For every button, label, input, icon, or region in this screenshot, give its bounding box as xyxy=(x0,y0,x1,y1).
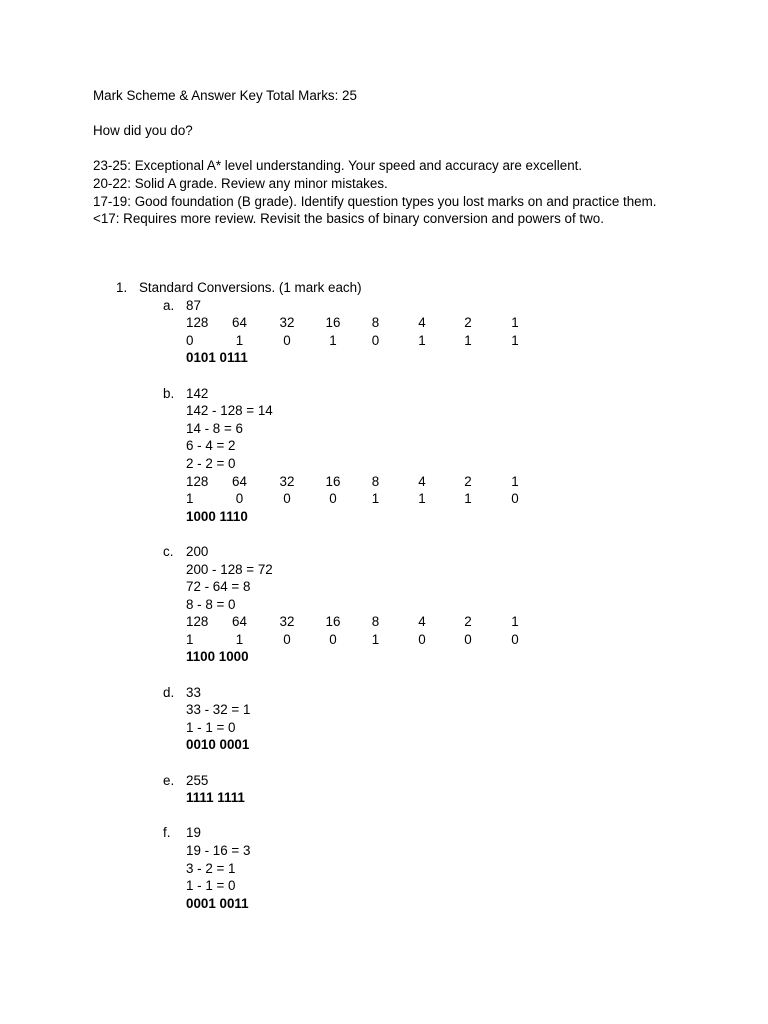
question-part xyxy=(93,543,693,666)
part-letter: b. xyxy=(163,385,175,401)
working-step: 14 - 8 = 6 xyxy=(186,420,243,436)
bit-cell: 0 xyxy=(418,631,426,647)
grade-band-a: 20-22: Solid A grade. Review any minor mistakes. xyxy=(93,175,388,191)
question-1-section xyxy=(93,279,693,912)
place-value-cell: 128 xyxy=(186,614,209,630)
working-step: 142 - 128 = 14 xyxy=(186,403,273,419)
part-letter: e. xyxy=(163,772,175,788)
place-value-cell: 2 xyxy=(464,315,472,331)
bit-cell: 1 xyxy=(511,332,519,348)
bit-cell: 1 xyxy=(186,491,194,507)
place-value-cell: 64 xyxy=(232,614,247,630)
working-step: 6 - 4 = 2 xyxy=(186,438,236,454)
place-value-cell: 4 xyxy=(418,614,426,630)
bit-cell: 0 xyxy=(186,332,194,348)
working-step: 1 - 1 = 0 xyxy=(186,878,236,894)
bit-cell: 1 xyxy=(464,491,472,507)
bit-cell: 0 xyxy=(511,631,519,647)
decimal-number: 87 xyxy=(186,297,201,313)
working-step: 8 - 8 = 0 xyxy=(186,596,236,612)
question-1-heading xyxy=(93,279,693,297)
binary-answer: 0001 0011 xyxy=(186,895,249,911)
place-value-row xyxy=(186,314,693,332)
bit-cell: 0 xyxy=(329,631,337,647)
working-step: 1 - 1 = 0 xyxy=(186,719,236,735)
decimal-number: 255 xyxy=(186,772,209,788)
bit-row xyxy=(186,631,693,649)
question-part xyxy=(93,385,693,526)
part-letter: d. xyxy=(163,684,175,700)
bit-cell: 1 xyxy=(371,491,380,507)
decimal-number: 19 xyxy=(186,825,201,841)
part-body xyxy=(186,772,693,807)
place-value-cell: 4 xyxy=(418,473,426,489)
place-value-cell: 4 xyxy=(418,315,426,331)
question-part xyxy=(93,824,693,912)
working-step: 33 - 32 = 1 xyxy=(186,702,251,718)
bit-cell: 1 xyxy=(329,332,337,348)
part-letter: c. xyxy=(163,543,174,559)
decimal-number: 33 xyxy=(186,684,201,700)
question-part xyxy=(93,297,693,367)
place-value-row xyxy=(186,473,693,491)
bit-cell: 0 xyxy=(371,332,380,348)
question-number: 1. xyxy=(116,280,128,295)
place-value-cell: 128 xyxy=(186,473,209,489)
how-did-you-do-heading: How did you do? xyxy=(93,123,193,139)
bit-cell: 0 xyxy=(283,631,291,647)
place-value-cell: 8 xyxy=(371,473,380,489)
bit-cell: 0 xyxy=(464,631,472,647)
bit-cell: 0 xyxy=(283,491,291,507)
bit-cell: 1 xyxy=(418,332,426,348)
binary-answer: 1100 1000 xyxy=(186,649,249,665)
question-part xyxy=(93,772,693,807)
bit-cell: 0 xyxy=(235,491,244,507)
place-value-row xyxy=(186,613,693,631)
grade-band-b: 17-19: Good foundation (B grade). Identify question types you lost marks on and practice them. xyxy=(93,193,657,209)
working-step: 19 - 16 = 3 xyxy=(186,843,251,858)
part-body xyxy=(186,543,693,666)
grade-band-a-star: 23-25: Exceptional A* level understanding. Your speed and accuracy are excellent. xyxy=(93,158,583,174)
place-value-cell: 8 xyxy=(371,315,380,331)
grade-band-below: <17: Requires more review. Revisit the basics of binary conversion and powers of two. xyxy=(93,211,604,227)
part-body xyxy=(186,684,693,754)
decimal-number: 142 xyxy=(186,385,209,401)
bit-cell: 0 xyxy=(283,332,291,348)
bit-cell: 1 xyxy=(186,631,194,647)
place-value-cell: 16 xyxy=(325,473,341,489)
working-step: 3 - 2 = 1 xyxy=(186,860,236,876)
binary-answer: 1000 1110 xyxy=(186,508,248,524)
bit-cell: 1 xyxy=(235,631,244,647)
part-letter: a. xyxy=(163,297,175,313)
question-part xyxy=(93,684,693,754)
place-value-cell: 1 xyxy=(511,473,519,489)
part-body xyxy=(186,385,693,526)
question-parts xyxy=(93,297,693,913)
working-step: 72 - 64 = 8 xyxy=(186,579,251,595)
place-value-cell: 8 xyxy=(371,614,380,630)
bit-cell: 1 xyxy=(464,332,472,348)
place-value-cell: 128 xyxy=(186,315,209,331)
place-value-cell: 2 xyxy=(464,473,472,489)
place-value-cell: 64 xyxy=(232,473,247,489)
place-value-cell: 16 xyxy=(325,315,341,331)
bit-cell: 0 xyxy=(329,491,337,507)
part-letter: f. xyxy=(163,825,171,841)
bit-cell: 1 xyxy=(235,332,244,348)
working-step: 200 - 128 = 72 xyxy=(186,561,273,577)
place-value-cell: 64 xyxy=(232,315,247,331)
bit-cell: 1 xyxy=(418,491,426,507)
part-body xyxy=(186,824,693,912)
binary-answer: 0010 0001 xyxy=(186,737,250,753)
mark-scheme-header xyxy=(93,87,693,228)
bit-cell: 0 xyxy=(511,491,519,507)
question-title: Standard Conversions. (1 mark each) xyxy=(139,280,362,295)
binary-answer: 1111 1111 xyxy=(186,790,245,806)
binary-answer: 0101 0111 xyxy=(186,350,248,366)
place-value-cell: 32 xyxy=(279,473,295,489)
place-value-cell: 2 xyxy=(464,614,472,630)
document-title: Mark Scheme & Answer Key Total Marks: 25 xyxy=(93,88,357,103)
bit-cell: 1 xyxy=(371,631,380,647)
decimal-number: 200 xyxy=(186,543,209,559)
place-value-cell: 1 xyxy=(511,315,519,331)
bit-row xyxy=(186,490,693,508)
place-value-cell: 32 xyxy=(279,315,295,331)
place-value-cell: 16 xyxy=(325,614,341,630)
place-value-cell: 32 xyxy=(279,614,295,630)
bit-row xyxy=(186,332,693,350)
place-value-cell: 1 xyxy=(511,614,519,630)
part-body xyxy=(186,297,693,367)
working-step: 2 - 2 = 0 xyxy=(186,455,236,471)
